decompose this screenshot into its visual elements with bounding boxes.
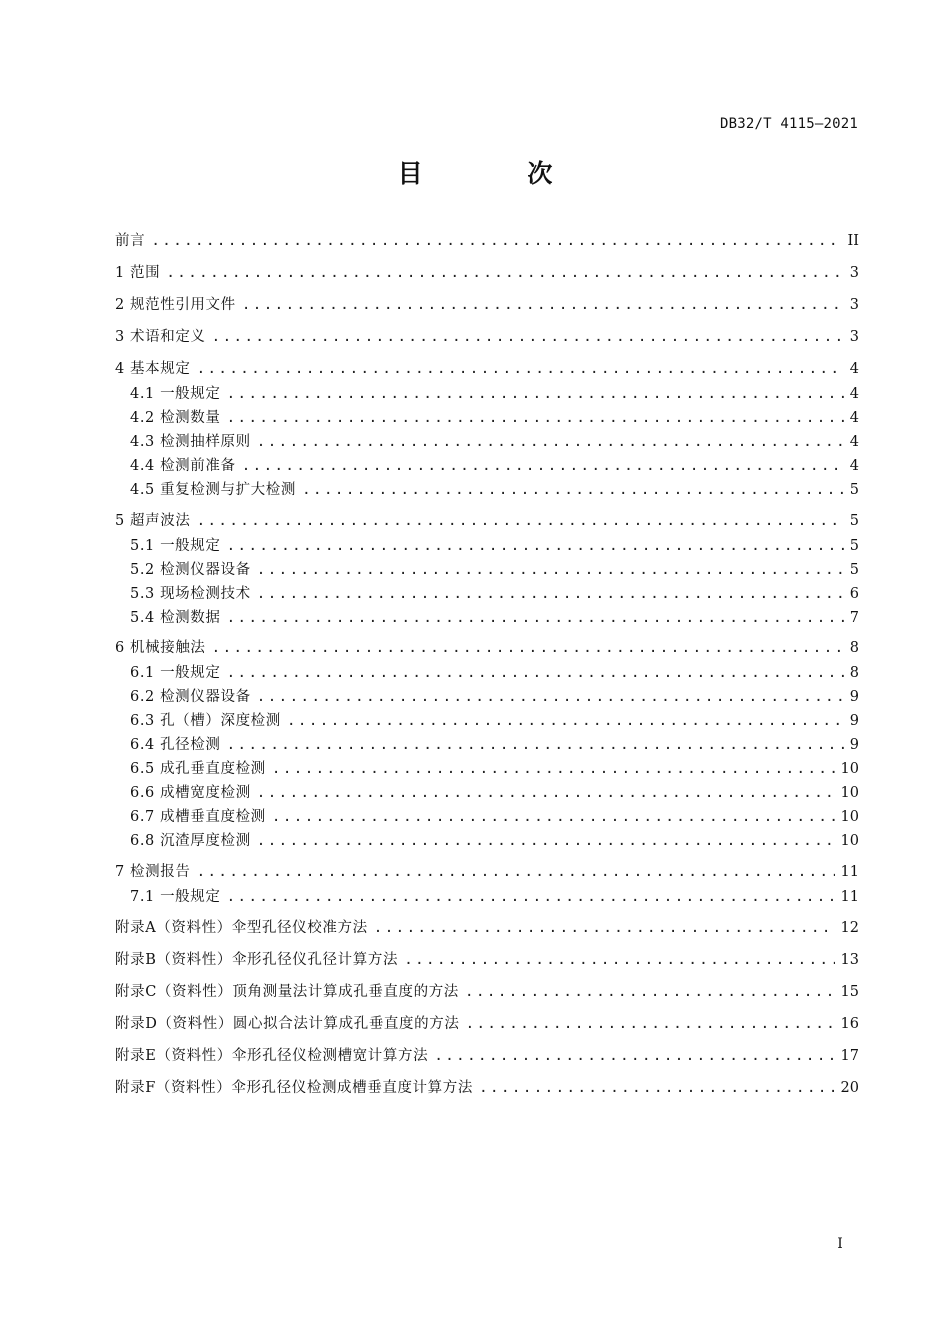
toc-entry-page: 3 [849,329,859,345]
toc-entry-label: 4 基本规定 [115,361,191,377]
toc-entry-label: 附录E（资料性）伞形孔径仪检测槽宽计算方法 [115,1048,429,1064]
toc-entry-page: 8 [849,640,859,656]
toc-entry-label: 6.2 检测仪器设备 [130,689,251,705]
toc-entry-page: 9 [849,689,859,705]
toc-leader-dots [257,785,835,801]
toc-entry[interactable] [115,357,859,379]
toc-entry-page: 5 [849,513,859,529]
toc-entry[interactable] [115,948,859,970]
toc-entry-page: 11 [840,864,859,880]
toc-entry[interactable] [130,661,859,683]
toc-entry[interactable] [130,606,859,628]
toc-leader-dots [272,809,835,825]
toc-leader-dots [257,562,844,578]
toc-entry-label: 6.7 成槽垂直度检测 [130,809,266,825]
toc-entry-label: 附录F（资料性）伞形孔径仪检测成槽垂直度计算方法 [115,1080,473,1096]
toc-entry-label: 5.1 一般规定 [130,538,221,554]
toc-leader-dots [151,233,841,249]
toc-entry-label: 4.3 检测抽样原则 [130,434,251,450]
toc-leader-dots [302,482,844,498]
toc-leader-dots [196,864,834,880]
toc-entry-page: 3 [849,297,859,313]
toc-leader-dots [226,386,843,402]
toc-leader-dots [196,361,843,377]
toc-leader-dots [374,920,835,936]
toc-entry-page: 9 [849,737,859,753]
toc-leader-dots [226,410,843,426]
toc-leader-dots [257,689,844,705]
toc-leader-dots [212,329,844,345]
toc-entry-label: 附录A（资料性）伞型孔径仪校准方法 [115,920,368,936]
toc-entry[interactable] [130,558,859,580]
toc-entry[interactable] [115,293,859,315]
toc-entry-page: 12 [840,920,859,936]
toc-entry-page: 10 [840,833,859,849]
toc-entry-label: 6.4 孔径检测 [130,737,221,753]
toc-entry-label: 附录D（资料性）圆心拟合法计算成孔垂直度的方法 [115,1016,460,1032]
toc-leader-dots [465,984,835,1000]
toc-entry[interactable] [115,980,859,1002]
toc-entry[interactable] [115,1012,859,1034]
toc-leader-dots [434,1048,834,1064]
toc-entry[interactable] [130,733,859,755]
toc-entry-label: 4.2 检测数量 [130,410,221,426]
toc-leader-dots [166,265,844,281]
toc-entry-label: 附录B（资料性）伞形孔径仪孔径计算方法 [115,952,399,968]
toc-entry-label: 6.3 孔（槽）深度检测 [130,713,281,729]
toc-leader-dots [242,458,844,474]
toc-leader-dots [257,434,844,450]
toc-entry[interactable] [130,430,859,452]
toc-entry-page: 10 [840,809,859,825]
toc-entry-label: 6.8 沉渣厚度检测 [130,833,251,849]
toc-leader-dots [212,640,844,656]
toc-entry-page: 4 [849,361,859,377]
toc-entry-label: 4.4 检测前准备 [130,458,236,474]
toc-entry-page: 17 [840,1048,859,1064]
toc-entry[interactable] [130,478,859,500]
toc-leader-dots [257,833,835,849]
toc-entry[interactable] [115,636,859,658]
toc-entry-page: 4 [849,434,859,450]
toc-entry-label: 6 机械接触法 [115,640,206,656]
toc-entry-page: 5 [849,562,859,578]
toc-entry-label: 5 超声波法 [115,513,191,529]
toc-entry-label: 5.3 现场检测技术 [130,586,251,602]
toc-entry-page: 9 [849,713,859,729]
toc-leader-dots [242,297,844,313]
toc-entry[interactable] [115,261,859,283]
toc-entry-page: 11 [840,889,859,905]
toc-entry-page: 4 [849,458,859,474]
toc-leader-dots [272,761,835,777]
toc-leader-dots [196,513,843,529]
toc-entry[interactable] [130,829,859,851]
toc-entry-page: 20 [840,1080,859,1096]
toc-leader-dots [226,737,843,753]
page-title: 目 次 [397,159,601,188]
toc-entry-label: 1 范围 [115,265,161,281]
toc-leader-dots [257,586,844,602]
toc-leader-dots [226,665,843,681]
toc-entry-label: 6.6 成槽宽度检测 [130,785,251,801]
toc-entry-label: 2 规范性引用文件 [115,297,236,313]
toc-entry[interactable] [130,454,859,476]
toc-entry-page: 4 [849,410,859,426]
toc-entry-label: 7.1 一般规定 [130,889,221,905]
toc-entry-page: 6 [849,586,859,602]
toc-entry-label: 附录C（资料性）顶角测量法计算成孔垂直度的方法 [115,984,459,1000]
toc-entry[interactable] [130,781,859,803]
toc-entry[interactable] [115,916,859,938]
toc-entry-page: 15 [840,984,859,1000]
toc-entry-page: 16 [840,1016,859,1032]
toc-entry-page: 8 [849,665,859,681]
toc-entry-label: 7 检测报告 [115,864,191,880]
page-number: I [837,1236,843,1252]
toc-entry-label: 4.1 一般规定 [130,386,221,402]
toc-entry-label: 5.4 检测数据 [130,610,221,626]
toc-leader-dots [404,952,834,968]
toc-leader-dots [465,1016,834,1032]
toc-entry[interactable] [115,229,859,251]
toc-entry[interactable] [130,382,859,404]
toc-entry-page: 13 [840,952,859,968]
toc-entry-page: 10 [840,785,859,801]
toc-entry[interactable] [130,885,859,907]
toc-entry-label: 4.5 重复检测与扩大检测 [130,482,296,498]
toc-entry[interactable] [130,406,859,428]
toc-leader-dots [226,889,834,905]
toc-entry-label: 6.5 成孔垂直度检测 [130,761,266,777]
toc-entry-page: 5 [849,538,859,554]
toc-leader-dots [226,538,843,554]
toc-entry[interactable] [115,325,859,347]
toc-entry[interactable] [130,709,859,731]
toc-entry[interactable] [115,509,859,531]
toc-entry[interactable] [115,1044,859,1066]
toc-entry-label: 前言 [115,233,146,249]
toc-leader-dots [479,1080,835,1096]
document-code: DB32/T 4115—2021 [719,116,858,132]
toc-entry-page: 4 [849,386,859,402]
toc-entry[interactable] [130,757,859,779]
toc-leader-dots [226,610,843,626]
toc-entry[interactable] [115,1076,859,1098]
toc-entry[interactable] [130,805,859,827]
toc-entry-label: 6.1 一般规定 [130,665,221,681]
toc-entry-page: 5 [849,482,859,498]
toc-entry[interactable] [130,582,859,604]
toc-entry-label: 5.2 检测仪器设备 [130,562,251,578]
toc-entry-page: II [847,233,859,249]
toc-entry[interactable] [130,685,859,707]
toc-entry-page: 7 [849,610,859,626]
toc-entry-label: 3 术语和定义 [115,329,206,345]
toc-entry-page: 3 [849,265,859,281]
toc-entry[interactable] [115,860,859,882]
toc-entry[interactable] [130,534,859,556]
toc-leader-dots [287,713,844,729]
toc-entry-page: 10 [840,761,859,777]
